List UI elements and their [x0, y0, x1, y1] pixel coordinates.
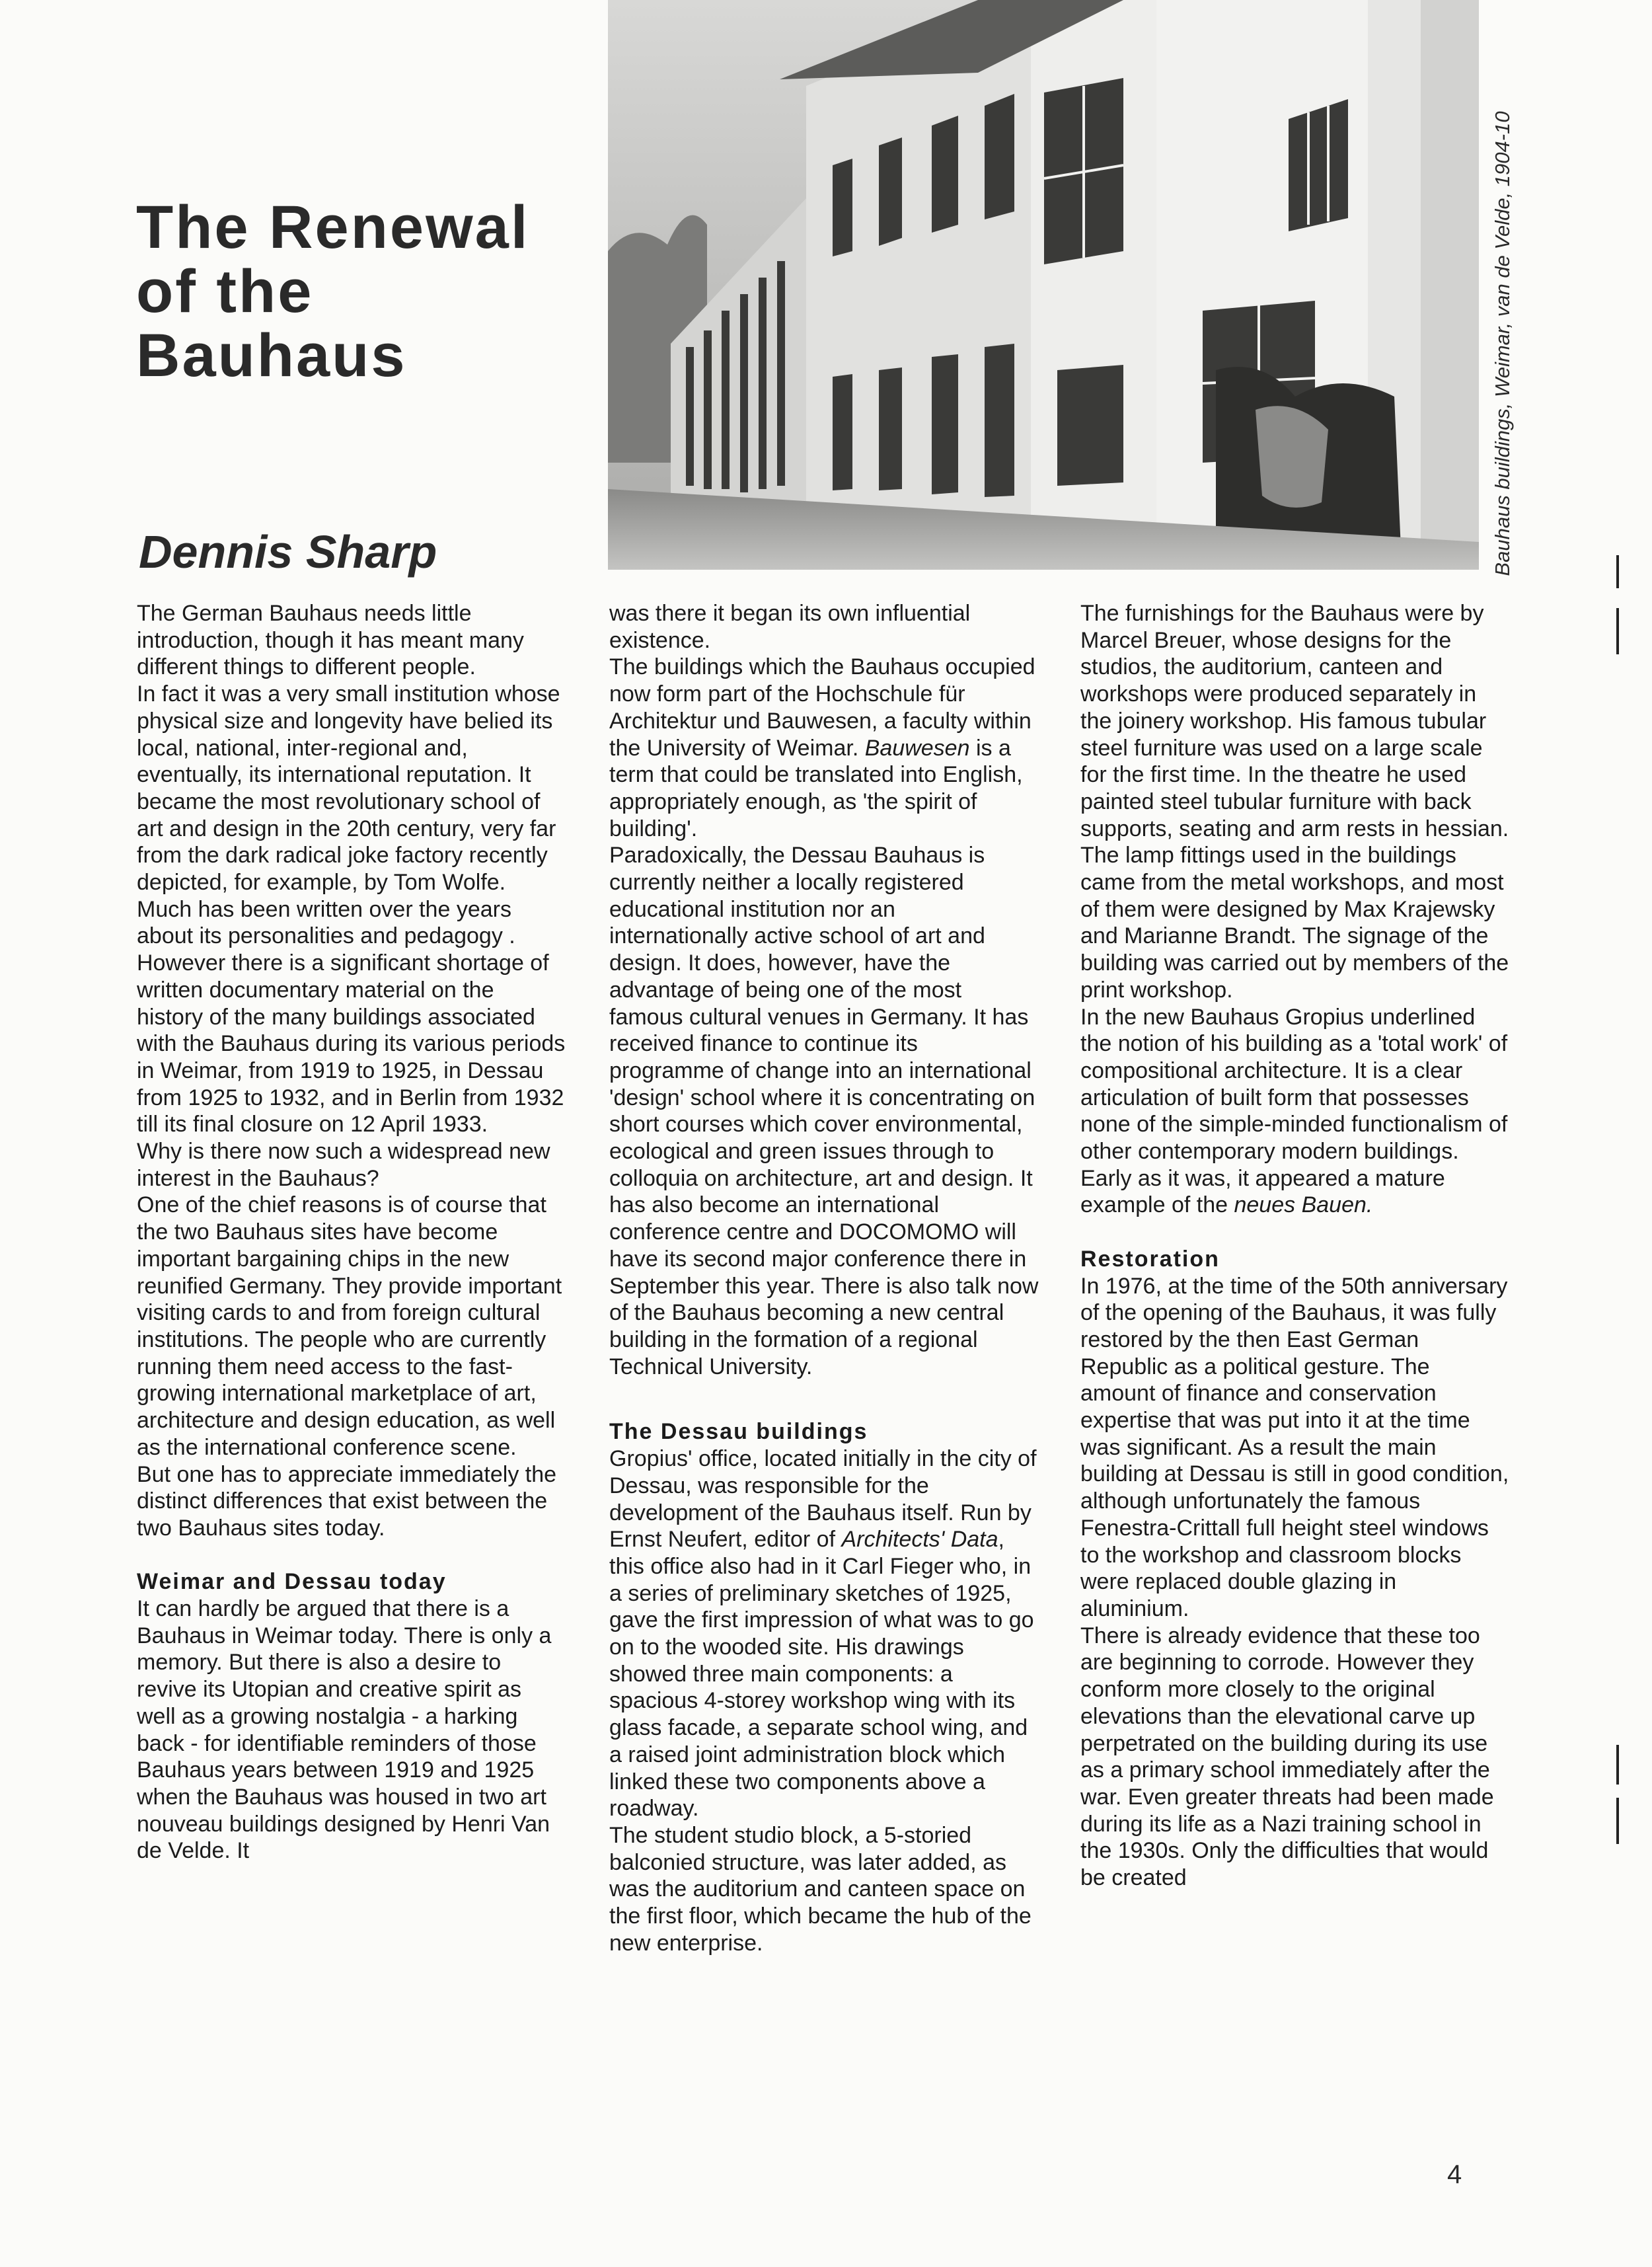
margin-mark	[1616, 555, 1619, 588]
text-column-1	[137, 600, 566, 1864]
paragraph: The furnishings for the Bauhaus were by Marcel Breuer, whose designs for the studios, the auditorium, canteen and workshops were produced separately in the joinery workshop. His famous tubular steel furniture was used on a large scale for the first time. In the theatre he used painted steel tubular furniture with back supports, seating and arm rests in hessian. The lamp fittings used in the buildings came from the metal workshops, and most of them were designed by Max Krajewsky and Marianne Brandt. The signage of the building was carried out by members of the print workshop.	[1080, 601, 1509, 1003]
photo-caption	[1489, 111, 1516, 576]
paragraph: It can hardly be argued that there is a Bauhaus in Weimar today. There is only a memory. But there is also a desire to revive its Utopian and creative spirit as well as a growing nostalgia - a harking back - for identifiable reminders of those Bauhaus years between 1919 and 1925 when the Bauhaus was housed in two art nouveau buildings designed by Henri Van de Velde. It	[137, 1596, 552, 1864]
text-run: is a term that could be translated into English, appropriately enough, as 'the spirit of building'.	[609, 735, 1023, 841]
text-run: Gropius' office, located initially in the city of Dessau, was responsible for the development of the Bauhaus itself. Run by Ernst Neufert, editor of	[609, 1446, 1037, 1553]
paragraph	[1080, 1004, 1510, 1219]
paragraph: In fact it was a very small institution whose physical size and longevity have belied its local, national, inter-regional and, eventually, its international reputation. It became the most revolutionary school of art and design in the 20th century, very far from the dark radical joke factory recently depicted, for example, by Tom Wolfe.	[137, 681, 560, 896]
page-number: 4	[1447, 2160, 1462, 2189]
section-heading-weimar-dessau: Weimar and Dessau today	[137, 1569, 447, 1595]
text-run: In the new Bauhaus Gropius underlined the notion of his building as a 'total work' of compositional architecture. It is a clear articulation of built form that possesses none of the simple-minded functionalism of other contemporary modern buildings. Early as it was, it appeared a mature example of the	[1080, 1004, 1508, 1218]
paragraph: There is already evidence that these too are beginning to corrode. However they conform more closely to the original elevations than the elevational carve up perpetrated on the building during its use as a primary school immediately after the war. Even greater threats had been made during its life as a Nazi training school in the 1930s. Only the difficulties that would be created	[1080, 1623, 1494, 1891]
paragraph: In 1976, at the time of the 50th anniversary of the opening of the Bauhaus, it was fully restored by the then East German Republic as a political gesture. The amount of finance and conservation expertise that was put into it at the time was significant. As a result the main building at Dessau is still in good condition, although unfortunately the famous Fenestra-Crittall full height steel windows to the workshop and classroom blocks were replaced double glazing in aluminium.	[1080, 1273, 1509, 1621]
margin-mark	[1616, 1745, 1619, 1785]
paragraph: The German Bauhaus needs little introduction, though it has meant many different things to different people.	[137, 601, 524, 680]
margin-mark	[1616, 608, 1619, 654]
paragraph: was there it began its own influential existence.	[609, 601, 971, 653]
paragraph: Why is there now such a widespread new interest in the Bauhaus?	[137, 1139, 550, 1191]
text-run: The buildings which the Bauhaus occupied now form part of the Hochschule für Architektur und Bauwesen, a faculty within the University of Weimar.	[609, 654, 1035, 761]
text-run: , this office also had in it Carl Fieger who, in a series of preliminary sketches of 1925, gave the first impression of what was to go on to the wooded site. His drawings showed three main components: a spacious 4-storey workshop wing with its glass facade, a separate school wing, and a raised joint administration block which linked these two components above a roadway.	[609, 1527, 1034, 1822]
photo-caption-text: Bauhaus buildings, Weimar, van de Velde, 1904-10	[1491, 111, 1514, 576]
paragraph: Paradoxically, the Dessau Bauhaus is currently neither a locally registered educational institution nor an internationally active school of art and design. It does, however, have the advantage of being one of the most famous cultural venues in Germany. It has received finance to continue its programme of change into an international 'design' school where it is concentrating on short courses which cover environmental, ecological and green issues through to colloquia on architecture, art and design. It has also become an international conference centre and DOCOMOMO will have its second major conference there in September this year. There is also talk now of the Bauhaus becoming a new central building in the formation of a regional Technical University.	[609, 843, 1039, 1379]
paragraph	[609, 1445, 1039, 1822]
article-title: The Renewal of the Bauhaus	[136, 194, 530, 389]
italic-title: Architects' Data	[841, 1527, 998, 1553]
italic-term: neues Bauen.	[1234, 1192, 1373, 1218]
paragraph	[609, 654, 1039, 842]
margin-mark	[1616, 1798, 1619, 1844]
bauhaus-building-photo	[608, 0, 1479, 570]
author-name: Dennis Sharp	[139, 526, 437, 578]
section-heading-restoration: Restoration	[1080, 1246, 1220, 1272]
section-heading-dessau-buildings: The Dessau buildings	[609, 1419, 868, 1445]
paragraph: The student studio block, a 5-storied balconied structure, was later added, as was the auditorium and canteen space on the first floor, which became the hub of the new enterprise.	[609, 1822, 1032, 1956]
paragraph: One of the chief reasons is of course that the two Bauhaus sites have become important bargaining chips in the new reunified Germany. They provide important visiting cards to and from foreign cultural institutions. The people who are currently running them need access to the fast-growing international marketplace of art, architecture and design education, as well as the international conference scene.	[137, 1192, 562, 1460]
text-column-2	[609, 600, 1039, 1956]
italic-term: Bauwesen	[864, 735, 970, 761]
paragraph: But one has to appreciate immediately the distinct differences that exist between the two Bauhaus sites today.	[137, 1461, 557, 1541]
paragraph: Much has been written over the years about its personalities and pedagogy . However there is a significant shortage of written documentary material on the history of the many buildings associated with the Bauhaus during its various periods in Weimar, from 1919 to 1925, in Dessau from 1925 to 1932, and in Berlin from 1932 till its final closure on 12 April 1933.	[137, 896, 566, 1137]
text-column-3	[1080, 600, 1510, 1892]
